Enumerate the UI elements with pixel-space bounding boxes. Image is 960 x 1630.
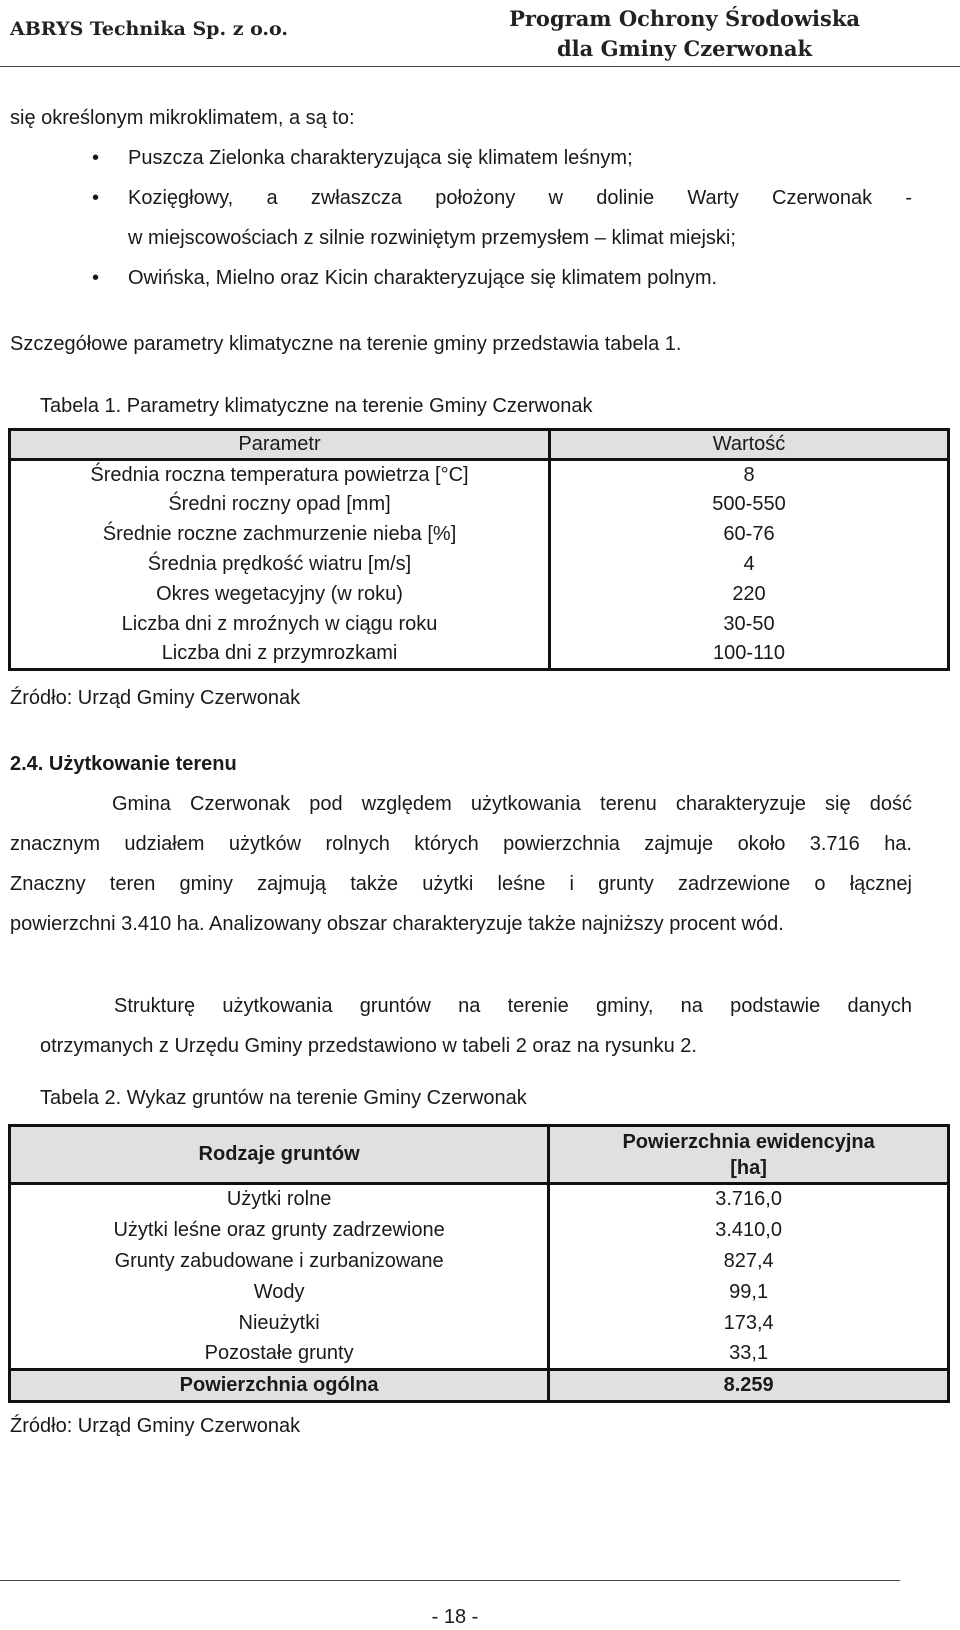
table2-header-type: Rodzaje gruntów (10, 1126, 549, 1184)
bullet-icon: • (92, 187, 100, 209)
section-heading: 2.4. Użytkowanie terenu (10, 753, 237, 775)
document-title-line2: dla Gminy Czerwonak (557, 36, 813, 61)
table1-header-param: Parametr (10, 430, 550, 460)
table2-source: Źródło: Urząd Gminy Czerwonak (10, 1415, 301, 1437)
bullet-item: Owińska, Mielno oraz Kicin charakteryzujące się klimatem polnym. (128, 267, 718, 289)
table1-cell: 220 (550, 580, 949, 610)
table1-cell: 100-110 (550, 640, 949, 670)
bullet-icon: • (92, 147, 100, 169)
table1-header-value: Wartość (550, 430, 949, 460)
table2-header-area-line1: Powierzchnia ewidencyjna (622, 1130, 875, 1153)
table1-cell: Liczba dni z przymrozkami (10, 640, 550, 670)
document-title-line1: Program Ochrony Środowiska (509, 6, 860, 31)
table1-cell: Średni roczny opad [mm] (10, 490, 550, 520)
bullet-item: Puszcza Zielonka charakteryzująca się klimatem leśnym; (128, 147, 633, 169)
table2-cell: Użytki rolne (10, 1184, 549, 1215)
document-title (509, 4, 860, 64)
detail-line: Szczegółowe parametry klimatyczne na terenie gminy przedstawia tabela 1. (10, 333, 682, 355)
page-number: - 18 - (431, 1606, 479, 1628)
paragraph-line: Gmina Czerwonak pod względem użytkowania terenu charakteryzuje się dość (112, 793, 912, 815)
bullet-item-continuation: w miejscowościach z silnie rozwiniętym przemysłem – klimat miejski; (128, 227, 736, 249)
company-name: ABRYS Technika Sp. z o.o. (10, 18, 289, 40)
table2-total-value: 8.259 (549, 1370, 949, 1402)
table1-source: Źródło: Urząd Gminy Czerwonak (10, 687, 301, 709)
table2-caption: Tabela 2. Wykaz gruntów na terenie Gminy Czerwonak (40, 1087, 527, 1109)
table2-cell: 33,1 (549, 1339, 949, 1370)
table2-header-area-line2: [ha] (730, 1156, 767, 1179)
table2-cell: Użytki leśne oraz grunty zadrzewione (10, 1215, 549, 1246)
table2-cell: Nieużytki (10, 1308, 549, 1339)
header-rule (0, 66, 960, 67)
bullet-icon: • (92, 267, 100, 289)
paragraph-line: Strukturę użytkowania gruntów na terenie gminy, na podstawie danych (114, 995, 912, 1017)
footer-rule (0, 1580, 900, 1581)
table2-header-area (549, 1126, 949, 1184)
table1-cell: Średnie roczne zachmurzenie nieba [%] (10, 520, 550, 550)
paragraph-line: Znaczny teren gminy zajmują także użytki leśne i grunty zadrzewione o łącznej (10, 873, 912, 895)
bullet-item: Kozięgłowy, a zwłaszcza położony w dolinie Warty Czerwonak - (128, 187, 912, 209)
table1-cell: 30-50 (550, 610, 949, 640)
land-use-table (8, 1124, 950, 1403)
table2-cell: 3.410,0 (549, 1215, 949, 1246)
intro-line: się określonym mikroklimatem, a są to: (10, 107, 355, 129)
paragraph-line: powierzchni 3.410 ha. Analizowany obszar charakteryzuje także najniższy procent wód. (10, 913, 784, 935)
table1-caption: Tabela 1. Parametry klimatyczne na terenie Gminy Czerwonak (40, 395, 593, 417)
table1-cell: 60-76 (550, 520, 949, 550)
paragraph-line: otrzymanych z Urzędu Gminy przedstawiono w tabeli 2 oraz na rysunku 2. (40, 1035, 697, 1057)
table2-cell: Pozostałe grunty (10, 1339, 549, 1370)
table1-cell: Liczba dni z mroźnych w ciągu roku (10, 610, 550, 640)
climate-table (8, 428, 950, 671)
table1-cell: 8 (550, 460, 949, 490)
table2-cell: 173,4 (549, 1308, 949, 1339)
table2-total-label: Powierzchnia ogólna (10, 1370, 549, 1402)
table2-cell: Wody (10, 1277, 549, 1308)
table1-cell: 500-550 (550, 490, 949, 520)
table2-cell: 3.716,0 (549, 1184, 949, 1215)
table1-cell: 4 (550, 550, 949, 580)
table2-cell: 827,4 (549, 1246, 949, 1277)
table2-cell: Grunty zabudowane i zurbanizowane (10, 1246, 549, 1277)
table1-cell: Okres wegetacyjny (w roku) (10, 580, 550, 610)
table1-cell: Średnia prędkość wiatru [m/s] (10, 550, 550, 580)
table2-cell: 99,1 (549, 1277, 949, 1308)
table1-cell: Średnia roczna temperatura powietrza [°C] (10, 460, 550, 490)
paragraph-line: znacznym udziałem użytków rolnych których powierzchnia zajmuje około 3.716 ha. (10, 833, 912, 855)
